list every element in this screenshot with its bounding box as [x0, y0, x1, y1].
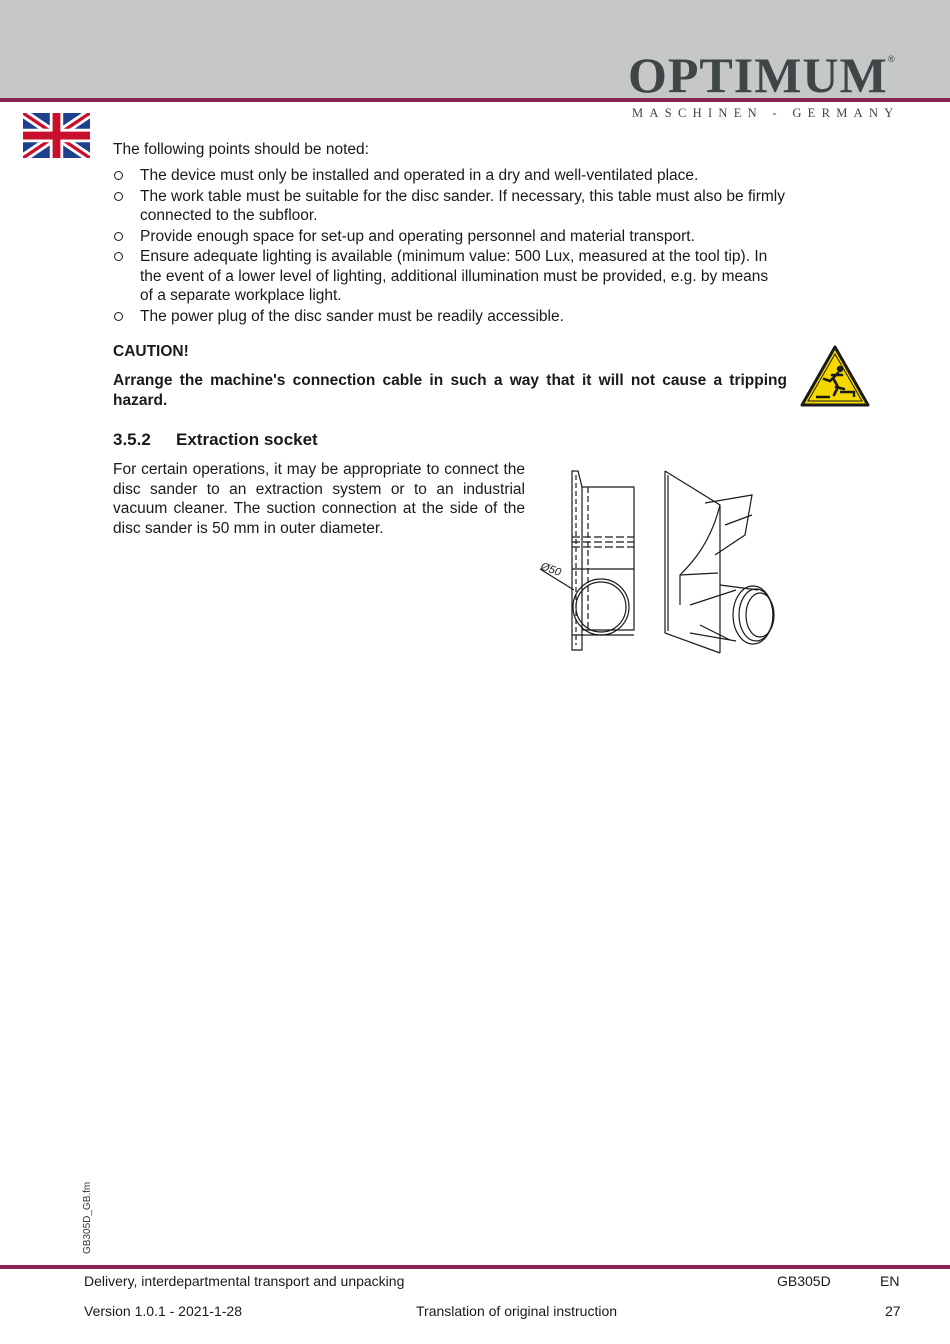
list-item	[113, 166, 785, 186]
file-name-label: GB305D_GB.fm	[82, 1181, 93, 1254]
perspective-view-drawing	[665, 471, 774, 653]
page-number: 27	[885, 1303, 901, 1319]
footer-chapter: Delivery, interdepartmental transport and unpacking	[84, 1273, 405, 1289]
list-item-text: Ensure adequate lighting is available (minimum value: 500 Lux, measured at the tool tip). In the event of a lower level of lighting, additional illumination must be provided, e.g. by means of a separate workplace light.	[140, 248, 769, 304]
footer-version: Version 1.0.1 - 2021-1-28	[84, 1303, 242, 1319]
list-item-text: The device must only be installed and operated in a dry and well-ventilated place.	[140, 167, 699, 184]
list-item-text: The work table must be suitable for the disc sander. If necessary, this table must also be firmly connected to the subfloor.	[140, 187, 785, 224]
extraction-socket-drawing	[530, 465, 785, 655]
intro-text: The following points should be noted:	[113, 141, 369, 158]
footer-language: EN	[880, 1273, 900, 1289]
list-item	[113, 187, 785, 226]
uk-flag-icon	[23, 113, 90, 158]
list-item-text: Provide enough space for set-up and operating personnel and material transport.	[140, 227, 695, 245]
section-body-text: For certain operations, it may be appropriate to connect the disc sander to an extraction system or to an industrial vacuum cleaner. The suction connection at the side of the disc sander is 50 mm in outer diameter.	[113, 461, 525, 537]
bullet-circle-icon	[114, 252, 123, 261]
bullet-circle-icon	[114, 192, 123, 201]
brand-subtitle: MASCHINEN - GERMANY	[632, 106, 900, 120]
footer-rule	[0, 1265, 950, 1269]
section-number: 3.5.2	[113, 430, 151, 449]
bullet-circle-icon	[114, 312, 123, 321]
diameter-label: Ø50	[538, 560, 563, 579]
footer-model: GB305D	[777, 1273, 831, 1289]
list-item-text: The power plug of the disc sander must be readily accessible.	[140, 307, 564, 325]
section-title: Extraction socket	[176, 430, 318, 449]
caution-title: CAUTION!	[113, 343, 189, 360]
requirements-list	[113, 166, 785, 327]
footer-note: Translation of original instruction	[416, 1303, 618, 1319]
list-item	[113, 227, 785, 247]
brand-registered-mark: ®	[888, 54, 895, 64]
brand-logo	[628, 47, 900, 120]
list-item	[113, 307, 785, 327]
brand-name: OPTIMUM	[628, 47, 888, 103]
list-item	[113, 247, 785, 306]
side-view-drawing	[540, 471, 634, 650]
section-heading	[113, 430, 318, 450]
caution-text: Arrange the machine's connection cable in such a way that it will not cause a tripping hazard.	[113, 372, 787, 409]
bullet-circle-icon	[114, 232, 123, 241]
tripping-hazard-warning-icon	[800, 345, 870, 407]
bullet-circle-icon	[114, 171, 123, 180]
